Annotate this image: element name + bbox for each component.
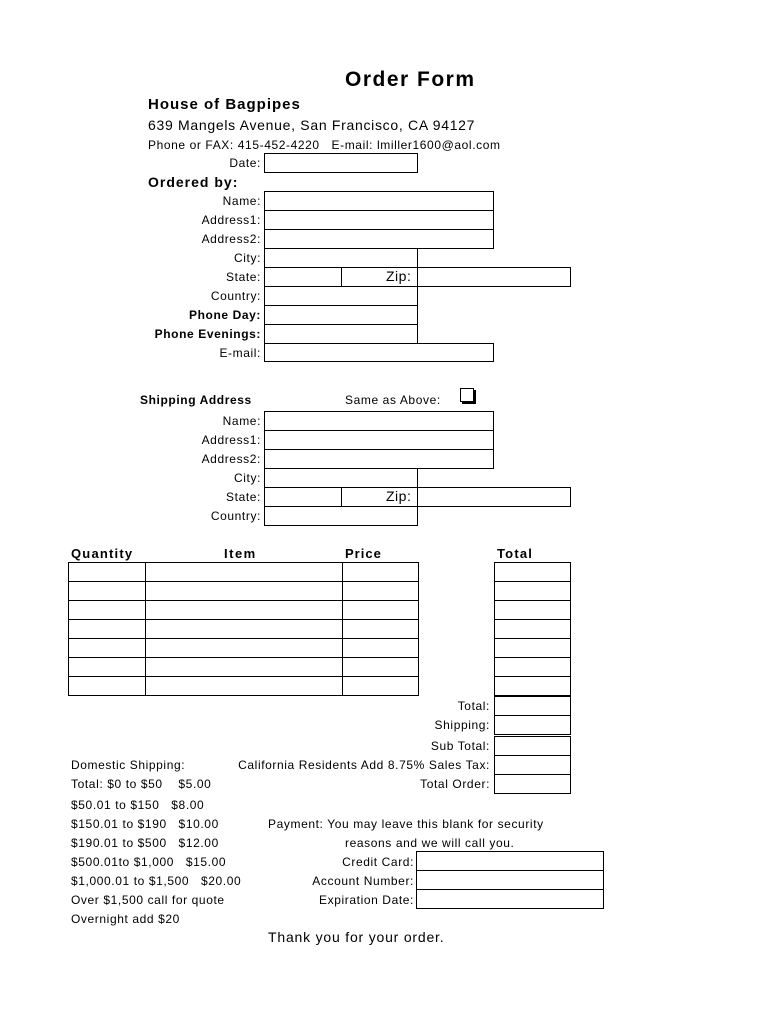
order-state-label: State: — [226, 270, 261, 284]
shipping-label: Shipping: — [434, 718, 490, 732]
price-cell[interactable] — [342, 619, 419, 639]
credit-card-field[interactable] — [416, 851, 604, 871]
ship-name-field[interactable] — [264, 411, 494, 431]
thank-you-text: Thank you for your order. — [268, 929, 445, 945]
rate-line: $500.01to $1,000 $15.00 — [71, 855, 227, 869]
ship-address1-field[interactable] — [264, 430, 494, 450]
date-field[interactable] — [264, 153, 418, 173]
price-cell[interactable] — [342, 600, 419, 620]
quantity-cell[interactable] — [68, 657, 146, 677]
sub-total-field[interactable] — [494, 736, 571, 756]
quantity-cell[interactable] — [68, 562, 146, 582]
price-cell[interactable] — [342, 676, 419, 696]
account-number-label: Account Number: — [312, 874, 414, 888]
total-cell[interactable] — [494, 638, 571, 658]
domestic-shipping-heading: Domestic Shipping: — [71, 758, 186, 772]
total-cell[interactable] — [494, 676, 571, 696]
ship-country-label: Country: — [210, 509, 261, 523]
payment-note-line1: Payment: You may leave this blank for security — [268, 817, 544, 831]
col-header-item: Item — [224, 546, 257, 561]
quantity-cell[interactable] — [68, 619, 146, 639]
rate-line: $1,000.01 to $1,500 $20.00 — [71, 874, 242, 888]
total-order-field[interactable] — [494, 774, 571, 794]
ship-name-label: Name: — [222, 414, 261, 428]
order-address1-label: Address1: — [201, 213, 261, 227]
credit-card-label: Credit Card: — [342, 855, 414, 869]
order-email-label: E-mail: — [219, 346, 261, 360]
sub-total-label: Sub Total: — [430, 739, 490, 753]
price-cell[interactable] — [342, 657, 419, 677]
rate-line: Overnight add $20 — [71, 912, 180, 926]
item-cell[interactable] — [145, 619, 343, 639]
col-header-price: Price — [345, 546, 382, 561]
shipping-heading: Shipping Address — [140, 393, 252, 407]
item-cell[interactable] — [145, 676, 343, 696]
ship-state-label: State: — [226, 490, 261, 504]
quantity-cell[interactable] — [68, 600, 146, 620]
ship-zip-field[interactable] — [417, 487, 571, 507]
order-city-label: City: — [234, 251, 261, 265]
sales-tax-field[interactable] — [494, 755, 571, 775]
phone-evenings-label: Phone Evenings: — [154, 327, 261, 341]
ship-zip-label: Zip: — [386, 488, 412, 504]
ship-country-field[interactable] — [264, 506, 418, 526]
total-cell[interactable] — [494, 562, 571, 582]
order-zip-field[interactable] — [417, 267, 571, 287]
sales-tax-label: California Residents Add 8.75% Sales Tax: — [238, 758, 490, 772]
expiration-date-label: Expiration Date: — [319, 893, 414, 907]
item-cell[interactable] — [145, 581, 343, 601]
price-cell[interactable] — [342, 581, 419, 601]
ship-city-label: City: — [234, 471, 261, 485]
total-field[interactable] — [494, 696, 571, 716]
item-cell[interactable] — [145, 562, 343, 582]
total-cell[interactable] — [494, 581, 571, 601]
quantity-cell[interactable] — [68, 581, 146, 601]
col-header-quantity: Quantity — [71, 546, 134, 561]
account-number-field[interactable] — [416, 870, 604, 890]
page-title: Order Form — [345, 68, 476, 91]
ship-address2-label: Address2: — [201, 452, 261, 466]
order-email-field[interactable] — [264, 343, 494, 362]
company-address: 639 Mangels Avenue, San Francisco, CA 94127 — [148, 117, 476, 133]
total-order-label: Total Order: — [420, 777, 490, 791]
phone-evenings-field[interactable] — [264, 324, 418, 344]
order-address2-label: Address2: — [201, 232, 261, 246]
item-cell[interactable] — [145, 600, 343, 620]
total-cell[interactable] — [494, 619, 571, 639]
quantity-cell[interactable] — [68, 676, 146, 696]
order-state-field[interactable] — [264, 267, 342, 287]
same-as-above-checkbox[interactable] — [460, 388, 474, 402]
order-city-field[interactable] — [264, 248, 418, 268]
price-cell[interactable] — [342, 562, 419, 582]
rate-line: $50.01 to $150 $8.00 — [71, 798, 205, 812]
ship-city-field[interactable] — [264, 468, 418, 488]
order-country-field[interactable] — [264, 286, 418, 306]
order-zip-label: Zip: — [386, 268, 412, 284]
item-cell[interactable] — [145, 638, 343, 658]
date-label: Date: — [229, 156, 261, 170]
quantity-cell[interactable] — [68, 638, 146, 658]
order-address1-field[interactable] — [264, 210, 494, 230]
order-name-field[interactable] — [264, 191, 494, 211]
rate-line: Over $1,500 call for quote — [71, 893, 225, 907]
order-name-label: Name: — [222, 194, 261, 208]
rate-line: $190.01 to $500 $12.00 — [71, 836, 219, 850]
phone-day-label: Phone Day: — [188, 308, 261, 322]
order-address2-field[interactable] — [264, 229, 494, 249]
ship-state-field[interactable] — [264, 487, 342, 507]
rate-line: $150.01 to $190 $10.00 — [71, 817, 219, 831]
price-cell[interactable] — [342, 638, 419, 658]
company-contact: Phone or FAX: 415-452-4220 E-mail: lmiller1600@aol.com — [148, 138, 501, 152]
total-cell[interactable] — [494, 600, 571, 620]
ordered-by-heading: Ordered by: — [148, 174, 239, 190]
ship-address2-field[interactable] — [264, 449, 494, 469]
total-cell[interactable] — [494, 657, 571, 677]
shipping-field[interactable] — [494, 715, 571, 735]
ship-address1-label: Address1: — [201, 433, 261, 447]
company-name: House of Bagpipes — [148, 96, 301, 113]
rate-line: Total: $0 to $50 $5.00 — [71, 777, 212, 791]
col-header-total: Total — [497, 546, 534, 561]
expiration-date-field[interactable] — [416, 889, 604, 909]
order-country-label: Country: — [210, 289, 261, 303]
phone-day-field[interactable] — [264, 305, 418, 325]
same-as-above-label: Same as Above: — [345, 393, 441, 407]
item-cell[interactable] — [145, 657, 343, 677]
payment-note-line2: reasons and we will call you. — [345, 836, 515, 850]
total-label: Total: — [457, 699, 490, 713]
